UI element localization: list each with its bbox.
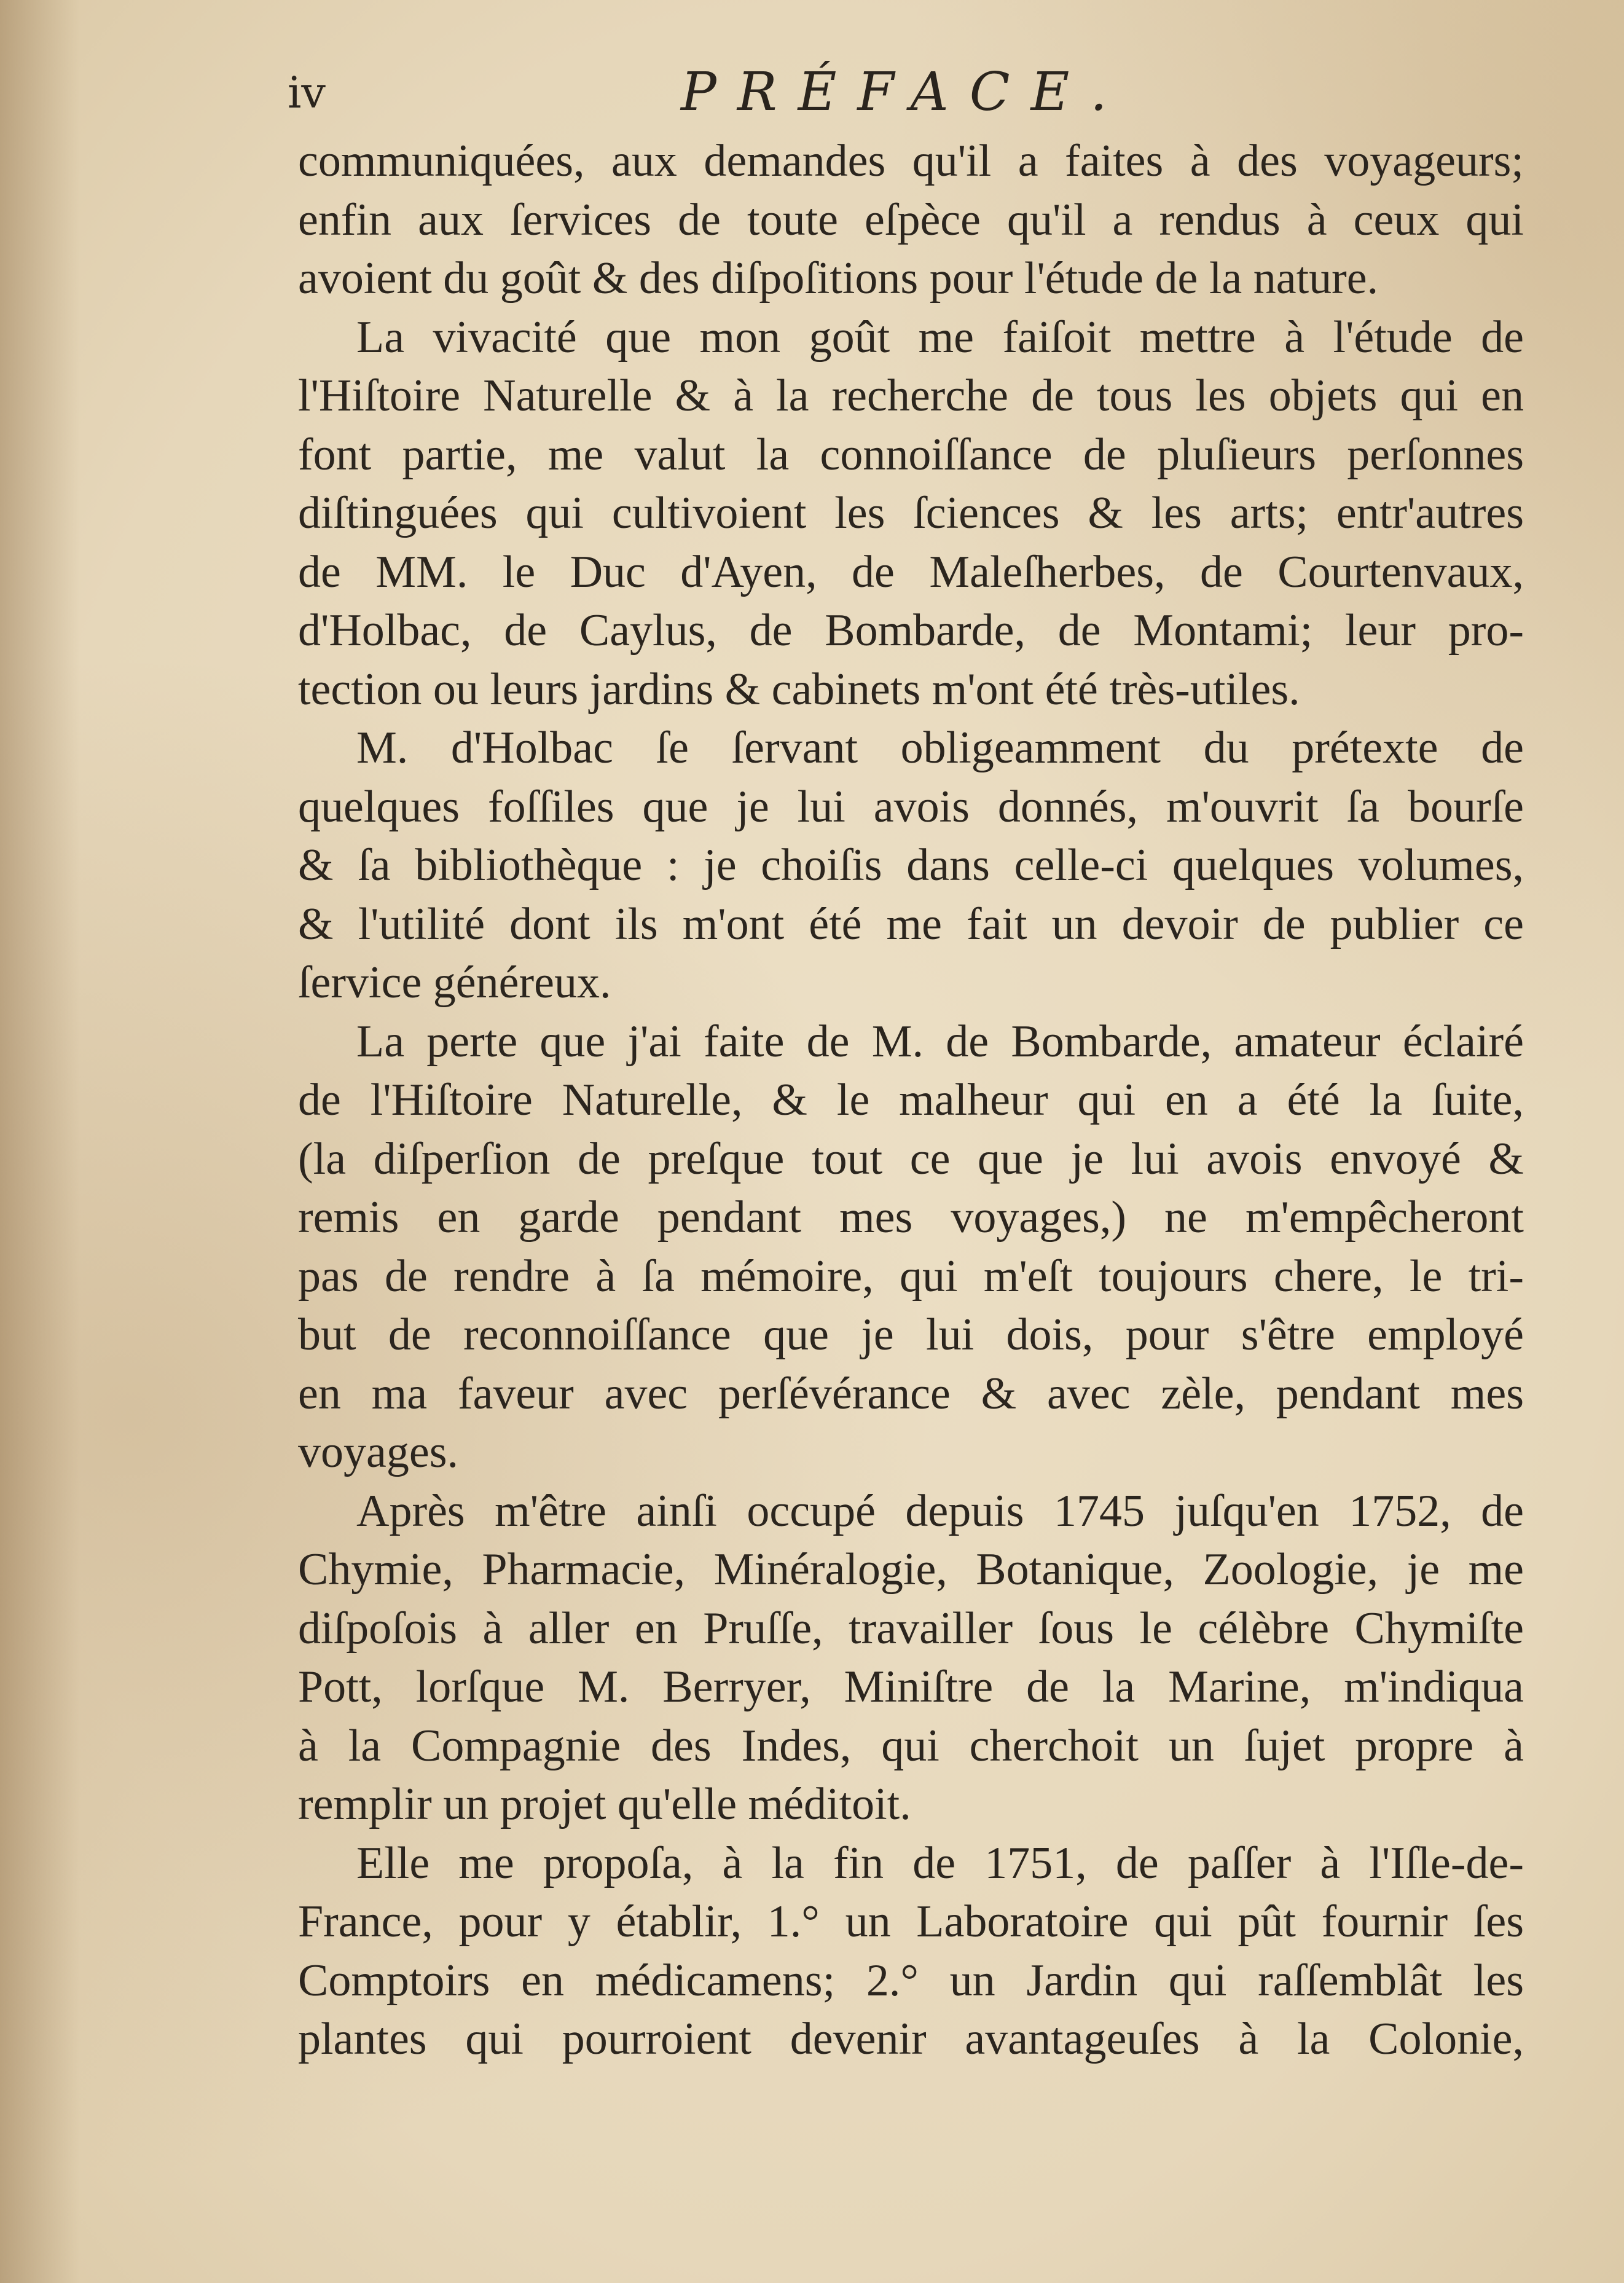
text-line: voyages. xyxy=(298,1427,458,1477)
text-line: France, pour y établir, 1.° un Laboratoire qui pût fournir ſes xyxy=(298,1896,1524,1947)
text-line: Elle me propoſa, à la fin de 1751, de paſſer à l'Iſle-de- xyxy=(356,1837,1524,1888)
text-line: ſervice généreux. xyxy=(298,957,611,1008)
text-line: font partie, me valut la connoiſſance de pluſieurs perſonnes xyxy=(298,429,1524,480)
text-line: pas de rendre à ſa mémoire, qui m'eſt toujours chere, le tri- xyxy=(298,1251,1524,1302)
text-line: Après m'être ainſi occupé depuis 1745 juſqu'en 1752, de xyxy=(356,1485,1524,1536)
text-line: Pott, lorſque M. Berryer, Miniſtre de la Marine, m'indiqua xyxy=(298,1662,1524,1712)
text-line: avoient du goût & des diſpoſitions pour l'étude de la nature. xyxy=(298,253,1379,304)
text-line: communiquées, aux demandes qu'il a faites à des voyageurs; xyxy=(298,136,1524,186)
text-line: diſpoſois à aller en Pruſſe, travailler ſous le célèbre Chymiſte xyxy=(298,1603,1524,1654)
text-line: remplir un projet qu'elle méditoit. xyxy=(298,1779,911,1829)
text-line: de l'Hiſtoire Naturelle, & le malheur qui en a été la ſuite, xyxy=(298,1075,1524,1125)
text-line: La perte que j'ai faite de M. de Bombarde, amateur éclairé xyxy=(356,1016,1524,1067)
text-line: quelques foſſiles que je lui avois donnés, m'ouvrit ſa bourſe xyxy=(298,781,1524,832)
page-header xyxy=(288,61,1222,129)
text-line: à la Compagnie des Indes, qui cherchoit un ſujet propre à xyxy=(298,1720,1524,1771)
text-line: enfin aux ſervices de toute eſpèce qu'il a rendus à ceux qui xyxy=(298,194,1524,245)
text-line: l'Hiſtoire Naturelle & à la recherche de tous les objets qui en xyxy=(298,371,1524,421)
text-line: de MM. le Duc d'Ayen, de Maleſherbes, de Courtenvaux, xyxy=(298,546,1524,597)
text-line: d'Holbac, de Caylus, de Bombarde, de Montami; leur pro- xyxy=(298,605,1524,656)
text-line: tection ou leurs jardins & cabinets m'ont été très-utiles. xyxy=(298,664,1300,715)
text-line: La vivacité que mon goût me faiſoit mettre à l'étude de xyxy=(356,312,1524,363)
text-line: but de reconnoiſſance que je lui dois, pour s'être employé xyxy=(298,1310,1524,1360)
text-line: plantes qui pourroient devenir avantageuſes à la Colonie, xyxy=(298,2014,1524,2064)
running-title: PRÉFACE. xyxy=(681,61,1128,123)
text-line: Comptoirs en médicamens; 2.° un Jardin qui raſſemblât les xyxy=(298,1955,1524,2006)
text-line: M. d'Holbac ſe ſervant obligeamment du prétexte de xyxy=(356,723,1524,773)
body-text xyxy=(298,132,1524,2069)
text-line: (la diſperſion de preſque tout ce que je lui avois envoyé & xyxy=(298,1133,1524,1184)
page-number: iv xyxy=(288,68,326,118)
text-line: & ſa bibliothèque : je choiſis dans celle-ci quelques volumes, xyxy=(298,840,1524,890)
text-line: Chymie, Pharmacie, Minéralogie, Botanique, Zoologie, je me xyxy=(298,1544,1524,1595)
text-line: & l'utilité dont ils m'ont été me fait un devoir de publier ce xyxy=(298,898,1524,949)
text-line: remis en garde pendant mes voyages,) ne m'empêcheront xyxy=(298,1192,1524,1243)
text-line: diſtinguées qui cultivoient les ſciences & les arts; entr'autres xyxy=(298,488,1524,538)
text-line: en ma faveur avec perſévérance & avec zèle, pendant mes xyxy=(298,1368,1524,1419)
binding-shadow xyxy=(0,0,80,2283)
